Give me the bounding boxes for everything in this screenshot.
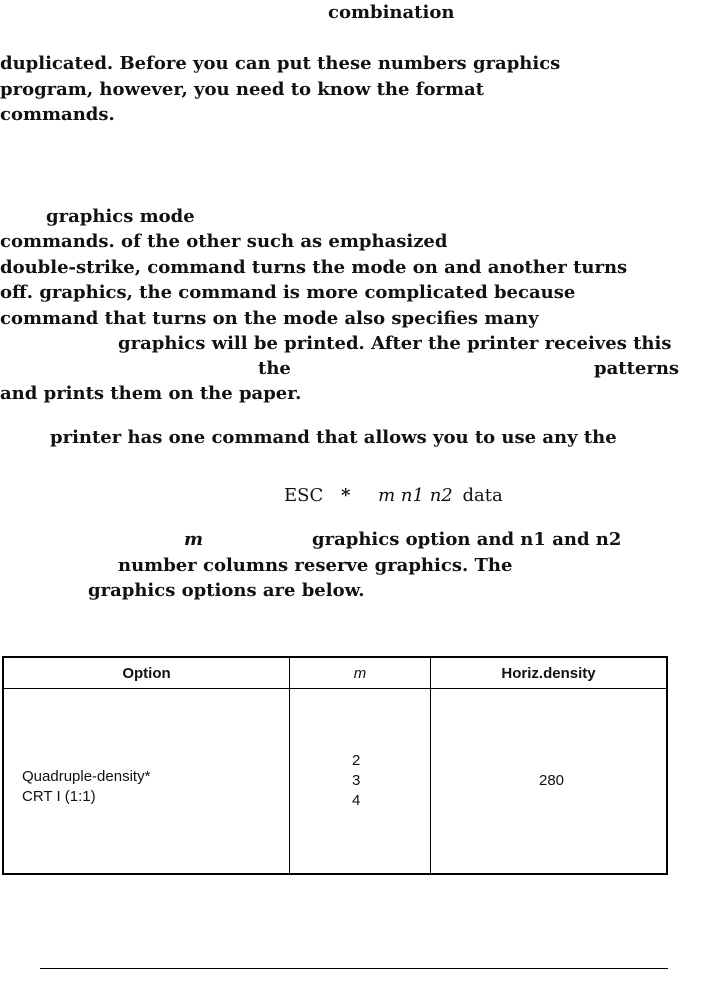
- m-value-2: 2: [352, 752, 361, 769]
- m-value-4: 4: [352, 792, 361, 809]
- text-line-16: number columns reserve graphics. The: [118, 555, 513, 576]
- text-line-4: commands.: [0, 104, 115, 125]
- text-line-6: commands. of the other such as emphasized: [0, 231, 448, 252]
- command-params: m n1 n2: [378, 485, 453, 506]
- footer-rule: [40, 968, 668, 969]
- text-line-7: double-strike, command turns the mode on and another turns: [0, 257, 628, 278]
- text-line-1: combination: [328, 2, 455, 23]
- text-line-15: graphics option and n1 and n2: [312, 529, 622, 550]
- text-line-3: program, however, you need to know the format: [0, 79, 484, 100]
- text-line-17: graphics options are below.: [88, 580, 365, 601]
- command-data: data: [462, 485, 503, 506]
- density-value-280: 280: [539, 772, 565, 789]
- command-format: [284, 485, 503, 507]
- header-m: m: [290, 657, 431, 689]
- option-crt-1: CRT I (1:1): [22, 788, 96, 805]
- text-line-11: the: [258, 358, 291, 379]
- text-line-12: and prints them on the paper.: [0, 383, 302, 404]
- header-option: Option: [3, 657, 290, 689]
- density-cell: [431, 689, 668, 875]
- command-esc: ESC: [284, 485, 324, 506]
- graphics-options-table: [2, 656, 668, 875]
- text-line-13: printer has one command that allows you to use any the: [50, 427, 617, 448]
- text-line-9: command that turns on the mode also specifies many: [0, 308, 539, 329]
- option-quadruple-density: Quadruple-density*: [22, 768, 151, 785]
- text-line-8: off. graphics, the command is more complicated because: [0, 282, 576, 303]
- m-cell: [290, 689, 431, 875]
- header-horiz-density: Horiz.density: [431, 657, 668, 689]
- param-m-label: m: [184, 529, 204, 550]
- text-line-10: graphics will be printed. After the printer receives this: [118, 333, 672, 354]
- text-line-5: graphics mode: [46, 206, 195, 227]
- option-cell: [3, 689, 290, 875]
- m-value-3: 3: [352, 772, 361, 789]
- text-line-11b: patterns: [594, 358, 680, 379]
- command-star: *: [340, 485, 351, 506]
- text-line-2: duplicated. Before you can put these numbers graphics: [0, 53, 561, 74]
